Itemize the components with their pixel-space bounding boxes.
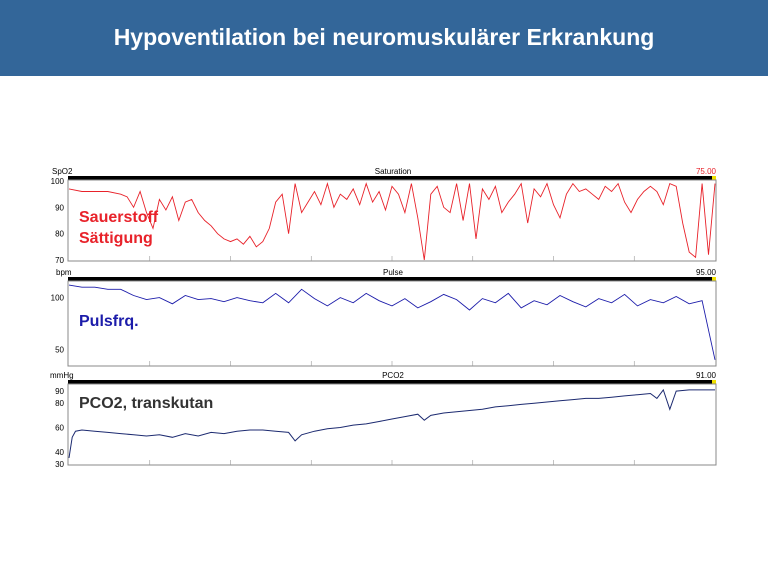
sat-y-tick-label: 100 (50, 177, 64, 186)
pulse-grid (150, 361, 635, 366)
pulse-series-line (69, 285, 715, 360)
sat-plot-frame (68, 180, 716, 261)
sat-annotation-line2: Sättigung (79, 230, 153, 247)
pulse-current-value: 95.00 (695, 268, 716, 277)
pco2-marker (712, 380, 716, 384)
pco2-current-value: 91.00 (695, 371, 716, 380)
pulse-plot-frame (68, 281, 716, 366)
pulse-y-ticks (51, 294, 65, 355)
pulse-annotation: Pulsfrq. (79, 313, 139, 330)
pulse-unit-label: bpm (56, 268, 72, 277)
pco2-y-tick-label: 90 (55, 387, 64, 397)
sat-series-line (69, 184, 715, 260)
sat-unit-label: SpO2 (52, 167, 73, 176)
saturation-chart (51, 167, 717, 265)
sat-current-value: 75.00 (695, 167, 716, 176)
pco2-annotation: PCO2, transkutan (79, 395, 214, 412)
sat-y-tick-label: 70 (55, 256, 64, 265)
pulse-y-tick-label: 50 (55, 345, 64, 355)
pco2-y-tick-label: 40 (55, 447, 64, 457)
pco2-unit-label: mmHg (50, 371, 74, 380)
pulse-marker (712, 277, 716, 281)
sat-grid (150, 256, 635, 261)
pco2-y-tick-label: 30 (55, 460, 64, 469)
pco2-y-tick-label: 80 (55, 399, 64, 409)
pco2-header-bar (68, 380, 716, 384)
sat-marker (712, 176, 716, 180)
pulse-chart (51, 268, 717, 366)
sat-y-ticks (51, 177, 65, 265)
pco2-header-label: PCO2 (382, 371, 404, 380)
pulse-y-tick-label: 100 (50, 293, 64, 303)
sat-y-tick-label: 90 (55, 203, 64, 213)
pco2-chart (50, 371, 717, 469)
pulse-header-label: Pulse (382, 268, 404, 277)
sat-header-bar (68, 176, 716, 180)
slide-title: Hypoventilation bei neuromuskulärer Erkrankung (113, 24, 655, 50)
pco2-y-tick-label: 60 (55, 423, 64, 433)
pco2-grid (150, 460, 635, 465)
pco2-y-ticks (55, 387, 64, 469)
sat-y-tick-label: 80 (55, 229, 64, 239)
sat-header-label: Saturation (374, 167, 412, 176)
sat-annotation-line1: Sauerstoff (79, 209, 159, 226)
pulse-header-bar (68, 277, 716, 281)
